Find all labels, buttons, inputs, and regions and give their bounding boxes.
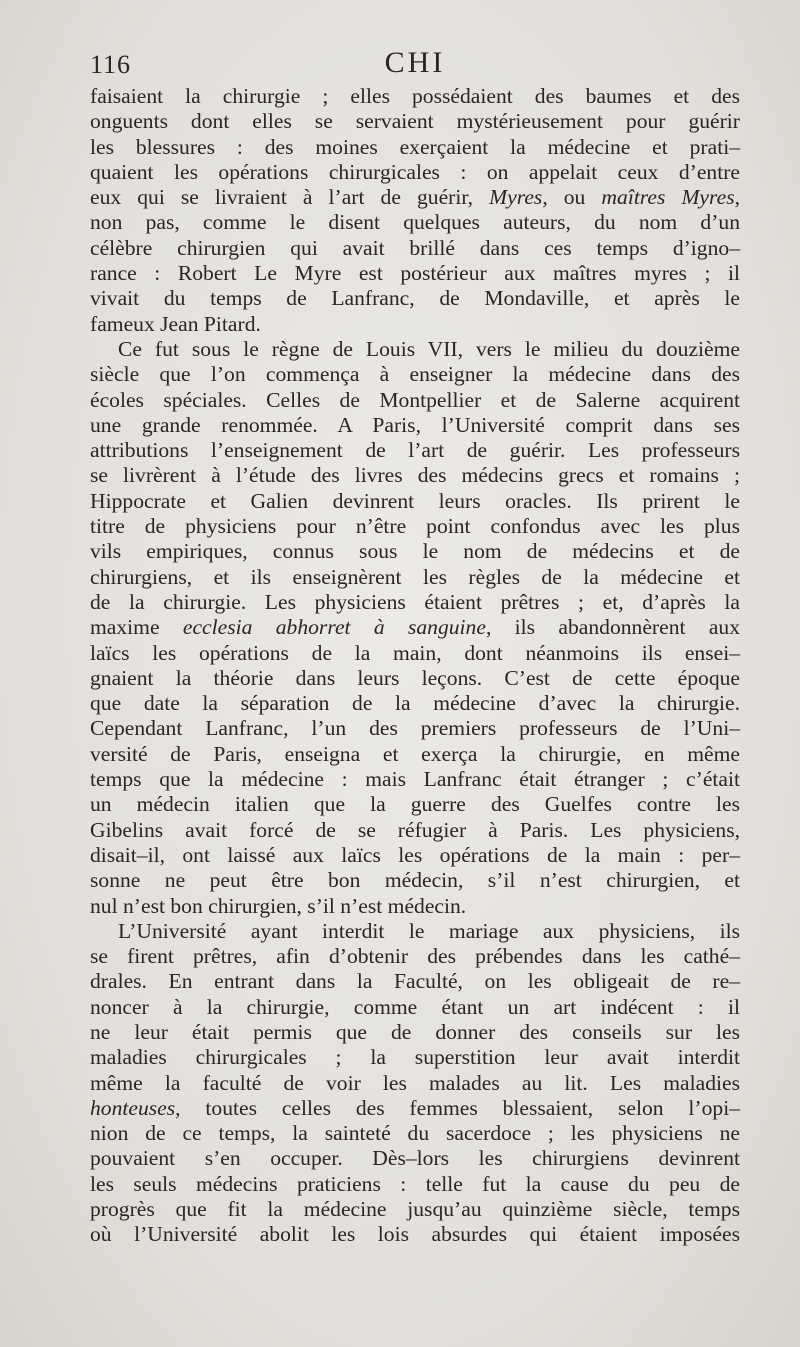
text-line: nion de ce temps, la sainteté du sacerdoce ; les physiciens ne [90,1121,740,1146]
italic-term: Myres [489,185,543,210]
text-line-with-italics [90,615,740,640]
text-line: rance : Robert Le Myre est postérieur aux maîtres myres ; il [90,261,740,286]
text-line: une grande renommée. A Paris, l’Université comprit dans ses [90,412,740,437]
text-line: les blessures : des moines exerçaient la médecine et prati– [90,134,740,159]
text-line: maladies chirurgicales ; la superstition leur avait interdit [90,1045,740,1070]
text-line: progrès que fit la médecine jusqu’au quinzième siècle, temps [90,1197,740,1222]
text-line: que date la séparation de la médecine d’avec la chirurgie. [90,691,740,716]
text-line: vils empiriques, connus sous le nom de médecins et de [90,539,740,564]
body-text [90,84,740,1248]
paragraph-start: Ce fut sous le règne de Louis VII, vers le milieu du douzième [118,336,740,361]
text-line: non pas, comme le disent quelques auteurs, du nom d’un [90,210,740,235]
text-line: pouvaient s’en occuper. Dès–lors les chirurgiens devinrent [90,1146,740,1171]
text-line: vivait du temps de Lanfranc, de Mondaville, et après le [90,286,740,311]
text-segment: eux qui se livraient à l’art de guérir, [90,185,474,210]
running-head: CHI [384,46,446,79]
text-line: drales. En entrant dans la Faculté, on les obligeait de re– [90,969,740,994]
text-line: onguents dont elles se servaient mystérieusement pour guérir [90,109,740,134]
text-line: les seuls médecins praticiens : telle fut la cause du peu de [90,1171,740,1196]
text-line: écoles spéciales. Celles de Montpellier et de Salerne acquirent [90,387,740,412]
text-line: ne leur était permis que de donner des conseils sur les [90,1019,740,1044]
text-line: fameux Jean Pitard. [90,311,261,336]
text-segment: maxime [90,615,160,640]
text-segment: , [175,1095,181,1120]
text-segment: , ils abandonnèrent aux [485,615,741,640]
text-line: gnaient la théorie dans leurs leçons. C’est de cette époque [90,665,740,690]
text-line: attributions l’enseignement de l’art de guérir. Les professeurs [90,438,740,463]
text-line: se firent prêtres, afin d’obtenir des prébendes dans les cathé– [90,944,740,969]
text-line: se livrèrent à l’étude des livres des médecins grecs et romains ; [90,463,740,488]
text-line: de la chirurgie. Les physiciens étaient prêtres ; et, d’après la [90,589,740,614]
text-line: célèbre chirurgien qui avait brillé dans ces temps d’igno– [90,235,740,260]
text-line: faisaient la chirurgie ; elles possédaient des baumes et des [90,84,740,108]
text-line: nul n’est bon chirurgien, s’il n’est médecin. [90,893,467,918]
text-line: versité de Paris, enseigna et exerça la chirurgie, en même [90,741,740,766]
page-header [90,46,740,82]
text-line: titre de physiciens pour n’être point confondus avec les plus [90,514,740,539]
text-line: noncer à la chirurgie, comme étant un art indécent : il [90,994,740,1019]
text-line: où l’Université abolit les lois absurdes qui étaient imposées [90,1222,740,1247]
text-line: sonne ne peut être bon médecin, s’il n’est chirurgien, et [90,868,740,893]
italic-term: maîtres Myres [601,185,735,210]
text-segment: , ou [542,185,586,210]
text-line: Hippocrate et Galien devinrent leurs oracles. Ils prirent le [90,488,740,513]
text-line: chirurgiens, et ils enseignèrent les règles de la médecine et [90,564,740,589]
text-line: Gibelins avait forcé de se réfugier à Paris. Les physiciens, [90,817,740,842]
text-line: laïcs les opérations de la main, dont néanmoins ils ensei– [90,640,740,665]
paragraph-start: L’Université ayant interdit le mariage aux physiciens, ils [118,918,740,943]
text-line: quaient les opérations chirurgicales : on appelait ceux d’entre [90,159,740,184]
italic-latin-maxim: ecclesia abhorret à sanguine [182,615,486,640]
italic-term: honteuses [90,1095,176,1120]
text-segment: , [734,185,741,210]
text-line: même la faculté de voir les malades au lit. Les maladies [90,1070,740,1095]
text-line: disait–il, ont laissé aux laïcs les opérations de la main : per– [90,842,740,867]
text-line: temps que la médecine : mais Lanfranc était étranger ; c’était [90,767,740,792]
text-segment: toutes celles des femmes blessaient, selon l’opi– [205,1095,740,1120]
text-line-with-italics [90,185,740,210]
text-line: Cependant Lanfranc, l’un des premiers professeurs de l’Uni– [90,716,740,741]
text-line: siècle que l’on commença à enseigner la médecine dans des [90,362,740,387]
text-line-with-italics [90,1096,740,1121]
page-number: 116 [90,50,132,79]
text-line: un médecin italien que la guerre des Guelfes contre les [90,792,740,817]
